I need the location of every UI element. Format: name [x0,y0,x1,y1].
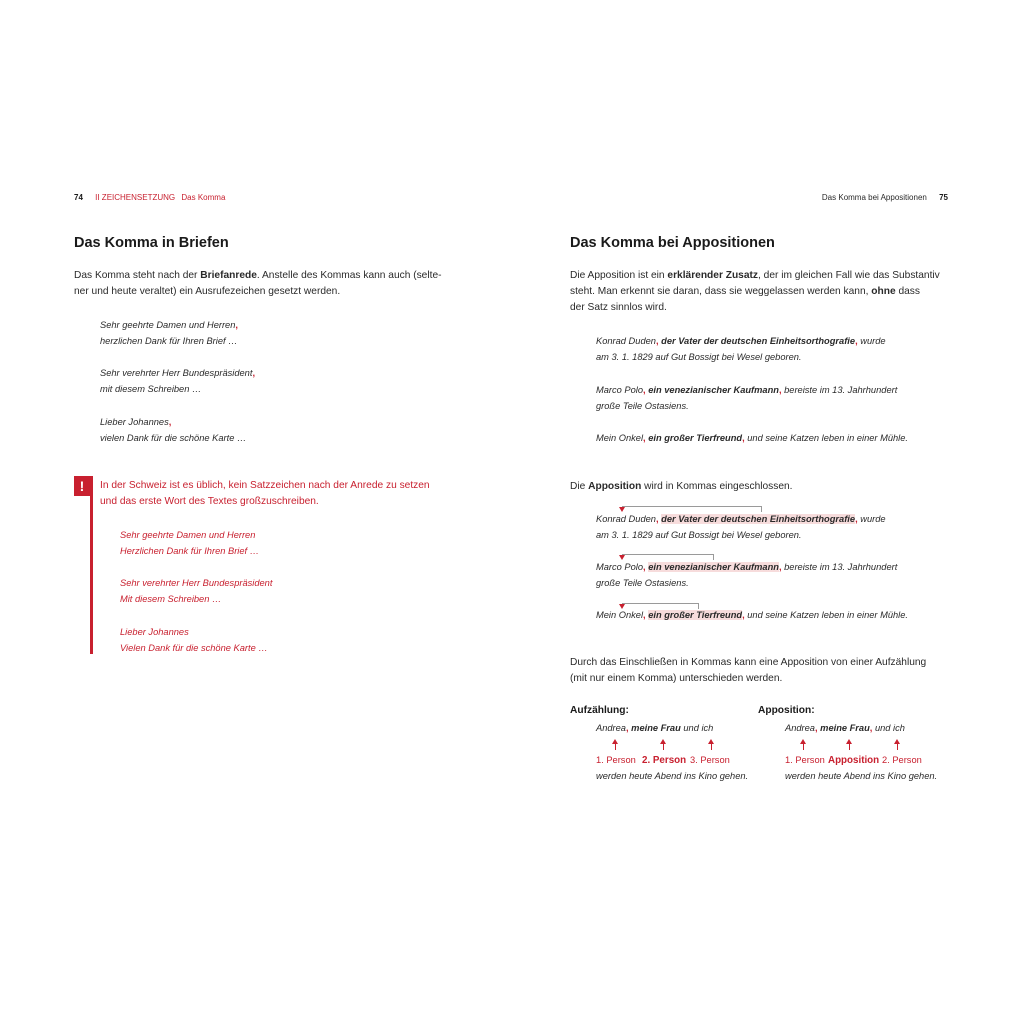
enumeration-label-2: 2. Person [642,755,687,766]
distinction-paragraph: Durch das Einschließen in Kommas kann eine Apposition von einer Aufzählung (mit nur einem Komma) unterschieden werden. [570,657,927,684]
note-example-3: Lieber Johannes Vielen Dank für die schöne Karte … [120,627,268,653]
page-number: 75 [939,193,948,202]
page-header-left [74,193,225,202]
enumeration-rest: werden heute Abend ins Kino gehen. [596,771,749,781]
page-title: Das Komma in Briefen [74,235,229,251]
highlighted-example-3: Mein Onkel, ein großer Tierfreund, und seine Katzen leben in einer Mühle. [596,610,908,620]
up-arrow [708,739,714,750]
intro-paragraph: Die Apposition ist ein erklärender Zusatz, der im gleichen Fall wie das Substantiv steht. Man erkennt sie daran, dass sie weggelassen werden kann, ohne dass der Satz sinnlos wird. [570,270,940,313]
apposition-rest: werden heute Abend ins Kino gehen. [785,771,938,781]
up-arrow [894,739,900,750]
note-bar [90,476,93,654]
example-salutation-3: Lieber Johannes, vielen Dank für die schöne Karte … [100,417,247,443]
intro-paragraph: Das Komma steht nach der Briefanrede. Anstelle des Kommas kann auch (selte- ner und heute veraltet) ein Ausrufezeichen gesetzt werden. [74,270,442,297]
warning-icon: ! [74,476,90,496]
highlighted-example-2: Marco Polo, ein venezianischer Kaufmann, bereiste im 13. Jahrhundert große Teile Ostasiens. [596,562,898,588]
page-number: 74 [74,193,83,202]
section-title: Das Komma [181,193,226,202]
page-header-right [822,193,948,202]
enumeration-sentence: Andrea, meine Frau und ich [596,723,714,733]
apposition-example-1: Konrad Duden, der Vater der deutschen Einheitsorthografie, wurde am 3. 1. 1829 auf Gut Bossigt bei Wesel geboren. [596,336,886,362]
apposition-label-1: 1. Person [785,755,825,765]
apposition-heading: Apposition: [758,705,815,716]
highlighted-example-1: Konrad Duden, der Vater der deutschen Einheitsorthografie, wurde am 3. 1. 1829 auf Gut Bossigt bei Wesel geboren. [596,514,886,540]
section-title: Das Komma bei Appositionen [821,193,927,202]
bracket-line [622,554,714,555]
apposition-sentence: Andrea, meine Frau, und ich [785,723,905,733]
enumeration-heading: Aufzählung: [570,705,629,716]
apposition-label-3: 2. Person [882,755,922,765]
apposition-label-2: Apposition [828,755,880,766]
apposition-example-2: Marco Polo, ein venezianischer Kaufmann, bereiste im 13. Jahrhundert große Teile Ostasiens. [596,385,898,411]
up-arrow [660,739,666,750]
bracket-line [622,603,699,604]
page-title: Das Komma bei Appositionen [570,235,775,251]
enumeration-label-3: 3. Person [690,755,730,765]
bracket-line [622,506,762,507]
up-arrow [846,739,852,750]
chapter-title: II ZEICHENSETZUNG [95,193,176,202]
enumeration-label-1: 1. Person [596,755,636,765]
note-example-2: Sehr verehrter Herr Bundespräsident Mit diesem Schreiben … [120,578,273,604]
example-salutation-2: Sehr verehrter Herr Bundespräsident, mit diesem Schreiben … [100,368,256,394]
up-arrow [612,739,618,750]
example-salutation-1: Sehr geehrte Damen und Herren, herzlichen Dank für Ihren Brief … [100,320,238,346]
enclosed-rule: Die Apposition wird in Kommas eingeschlossen. [570,481,793,492]
up-arrow [800,739,806,750]
apposition-example-3: Mein Onkel, ein großer Tierfreund, und seine Katzen leben in einer Mühle. [596,433,908,443]
note-text: In der Schweiz ist es üblich, kein Satzzeichen nach der Anrede zu setzen und das erste Wort des Textes großzuschreiben. [100,480,430,507]
note-example-1: Sehr geehrte Damen und Herren Herzlichen Dank für Ihren Brief … [120,530,259,556]
